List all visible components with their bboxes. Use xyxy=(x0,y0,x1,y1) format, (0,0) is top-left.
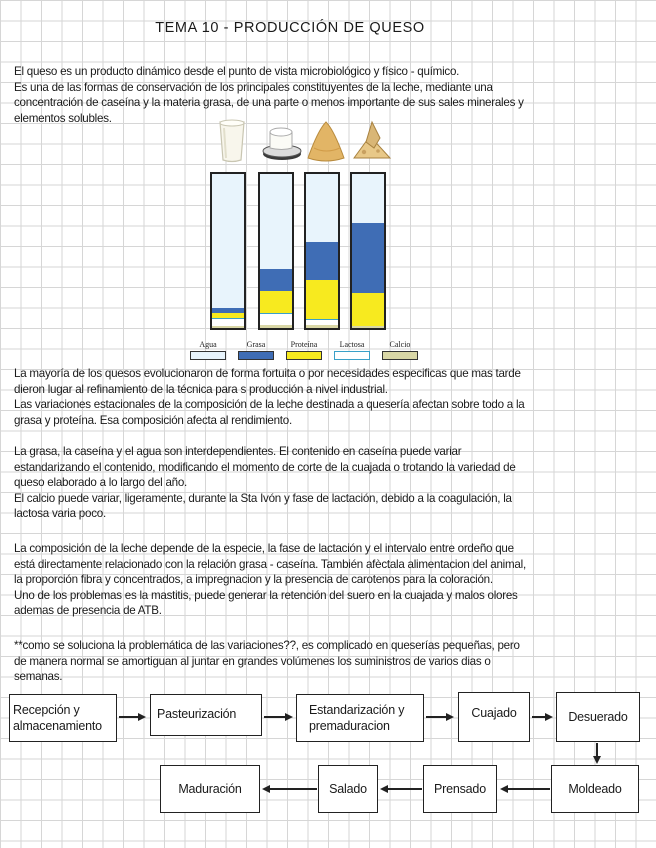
bar-segment-agua xyxy=(260,174,292,269)
milk-cheese-composition-figure xyxy=(200,118,430,368)
text-line: queso elaborado a lo largo del año. xyxy=(14,476,188,490)
bar-segment-agua xyxy=(352,174,384,223)
paragraph-milk-composition xyxy=(14,541,642,619)
composition-bar-fresh-cheese xyxy=(258,172,294,330)
step-maduracion xyxy=(160,765,260,813)
legend-item-proteina xyxy=(282,340,326,360)
step-label: Estandarización y xyxy=(309,703,405,717)
flow-arrow-head xyxy=(138,713,146,721)
bar-segment-lactosa xyxy=(212,318,244,326)
step-label: Maduración xyxy=(178,782,242,796)
bar-segment-proteina xyxy=(352,293,384,327)
flow-arrow-head xyxy=(593,756,601,764)
paragraph-evolution xyxy=(14,366,642,428)
flow-arrow xyxy=(119,716,140,718)
text-line: Las variaciones estacionales de la composición de la leche destinada a quesería afectan sobre todo a la xyxy=(14,398,525,412)
text-line: La composición de la leche depende de la especie, la fase de lactación y el intervalo entre ordeño que xyxy=(14,542,514,555)
bar-segment-grasa xyxy=(352,223,384,292)
text-line: grasa y proteína. Esa composición afecta al rendimiento. xyxy=(14,413,292,427)
text-line: lactosa varia poco. xyxy=(14,507,106,521)
text-line: El queso es un producto dinámico desde el punto de vista microbiológico y físico - químico. xyxy=(14,65,460,78)
composition-bar-hard-cheese xyxy=(350,172,386,330)
flow-arrow-head xyxy=(446,713,454,721)
step-label: Prensado xyxy=(434,782,486,796)
bar-segment-calcio xyxy=(306,325,338,328)
milk-glass-icon xyxy=(210,118,254,164)
text-line: semanas. xyxy=(14,670,63,684)
legend-swatch xyxy=(286,351,322,360)
text-line: estandarizando el contenido, modificando el momento de corte de la cuajada o trotando la variedad de xyxy=(14,460,516,474)
flow-arrow-head xyxy=(380,785,388,793)
legend-swatch xyxy=(190,351,226,360)
step-label: Moldeado xyxy=(568,782,622,796)
step-salado xyxy=(318,765,378,813)
bar-segment-grasa xyxy=(260,269,292,291)
step-label: Salado xyxy=(329,782,367,796)
hard-cheese-icon xyxy=(350,118,394,164)
bar-segment-proteina xyxy=(260,291,292,313)
step-desuerado xyxy=(556,692,640,742)
text-line: dieron lugar al refinamiento de la técnica para s producción a nivel industrial. xyxy=(14,382,388,396)
paragraph-variations-note xyxy=(14,638,642,685)
step-prensado xyxy=(423,765,497,813)
step-label: Pasteurización xyxy=(157,707,237,721)
legend-label: Lactosa xyxy=(339,340,365,349)
step-pasteurizacion xyxy=(150,694,262,736)
legend-label: Calcio xyxy=(389,340,411,349)
flow-arrow xyxy=(270,788,317,790)
flow-arrow xyxy=(387,788,422,790)
step-recepcion xyxy=(9,694,117,742)
step-moldeado xyxy=(551,765,639,813)
legend-label: Agua xyxy=(199,340,217,349)
text-line: de manera normal se amortiguan al juntar en grandes volúmenes los suministros de varios dias o xyxy=(14,654,491,668)
composition-legend xyxy=(186,340,430,362)
bar-segment-calcio xyxy=(212,326,244,328)
text-line: ademas de presencia de ATB. xyxy=(14,604,162,618)
text-line: la proporción fibra y concentrados, a impregnacion y la presencia de carotenos para la coloración. xyxy=(14,573,493,587)
step-estandarizacion xyxy=(296,694,424,742)
text-line: Uno de los problemas es la mastitis, puede generar la retención del suero en la cuajada y malos olores xyxy=(14,588,518,602)
bar-segment-lactosa xyxy=(260,313,292,325)
text-line: Es una de las formas de conservación de los principales constituyentes de la leche, mediante una xyxy=(14,80,493,94)
legend-item-agua xyxy=(186,340,230,360)
step-cuajado xyxy=(458,692,530,742)
text-line: elementos solubles. xyxy=(14,111,112,125)
step-label: premaduracion xyxy=(309,719,390,733)
step-label: Desuerado xyxy=(568,710,628,724)
bar-segment-grasa xyxy=(306,242,338,281)
bar-segment-agua xyxy=(306,174,338,242)
paragraph-interdependence xyxy=(14,444,642,522)
legend-swatch xyxy=(334,351,370,360)
text-line: La grasa, la caseína y el agua son interdependientes. El contenido en caseína puede variar xyxy=(14,445,462,458)
flow-arrow xyxy=(532,716,546,718)
text-line: El calcio puede variar, ligeramente, durante la Sta Ivón y fase de lactación, debido a la coagulación, la xyxy=(14,491,512,505)
flow-arrow xyxy=(508,788,550,790)
flow-arrow-head xyxy=(262,785,270,793)
flow-arrow xyxy=(426,716,448,718)
fresh-cheese-icon xyxy=(258,118,302,164)
composition-bar-milk xyxy=(210,172,246,330)
legend-item-calcio xyxy=(378,340,422,360)
legend-swatch xyxy=(382,351,418,360)
legend-item-lactosa xyxy=(330,340,374,360)
bar-segment-calcio xyxy=(260,325,292,328)
text-line: está directamente relacionado con la relación grasa - caseína. También afèctala alimentacion del animal, xyxy=(14,557,526,571)
legend-item-grasa xyxy=(234,340,278,360)
legend-swatch xyxy=(238,351,274,360)
bar-segment-agua xyxy=(212,174,244,308)
page-title: TEMA 10 - PRODUCCIÓN DE QUESO xyxy=(155,20,425,36)
bar-segment-proteina xyxy=(306,280,338,319)
flow-arrow xyxy=(264,716,287,718)
step-label: almacenamiento xyxy=(13,719,102,733)
flow-arrow-head xyxy=(500,785,508,793)
legend-label: Proteína xyxy=(290,340,318,349)
text-line: **como se soluciona la problemática de las variaciones??, es complicado en queserías pequeñas, pero xyxy=(14,639,520,652)
flow-arrow-head xyxy=(545,713,553,721)
legend-label: Grasa xyxy=(246,340,266,349)
step-label: Cuajado xyxy=(471,706,517,720)
text-line: La mayoría de los quesos evolucionaron de forma fortuita o por necesidades especificas que mas tarde xyxy=(14,367,521,380)
step-label: Recepción y xyxy=(13,703,80,717)
flow-arrow xyxy=(596,743,598,757)
composition-bar-semi-hard-cheese xyxy=(304,172,340,330)
semi-hard-cheese-icon xyxy=(304,118,348,164)
bar-segment-calcio xyxy=(352,326,384,328)
flow-arrow-head xyxy=(285,713,293,721)
text-line: concentración de caseína y la materia grasa, de una parte o menos importante de sus sales minerales y xyxy=(14,96,524,110)
